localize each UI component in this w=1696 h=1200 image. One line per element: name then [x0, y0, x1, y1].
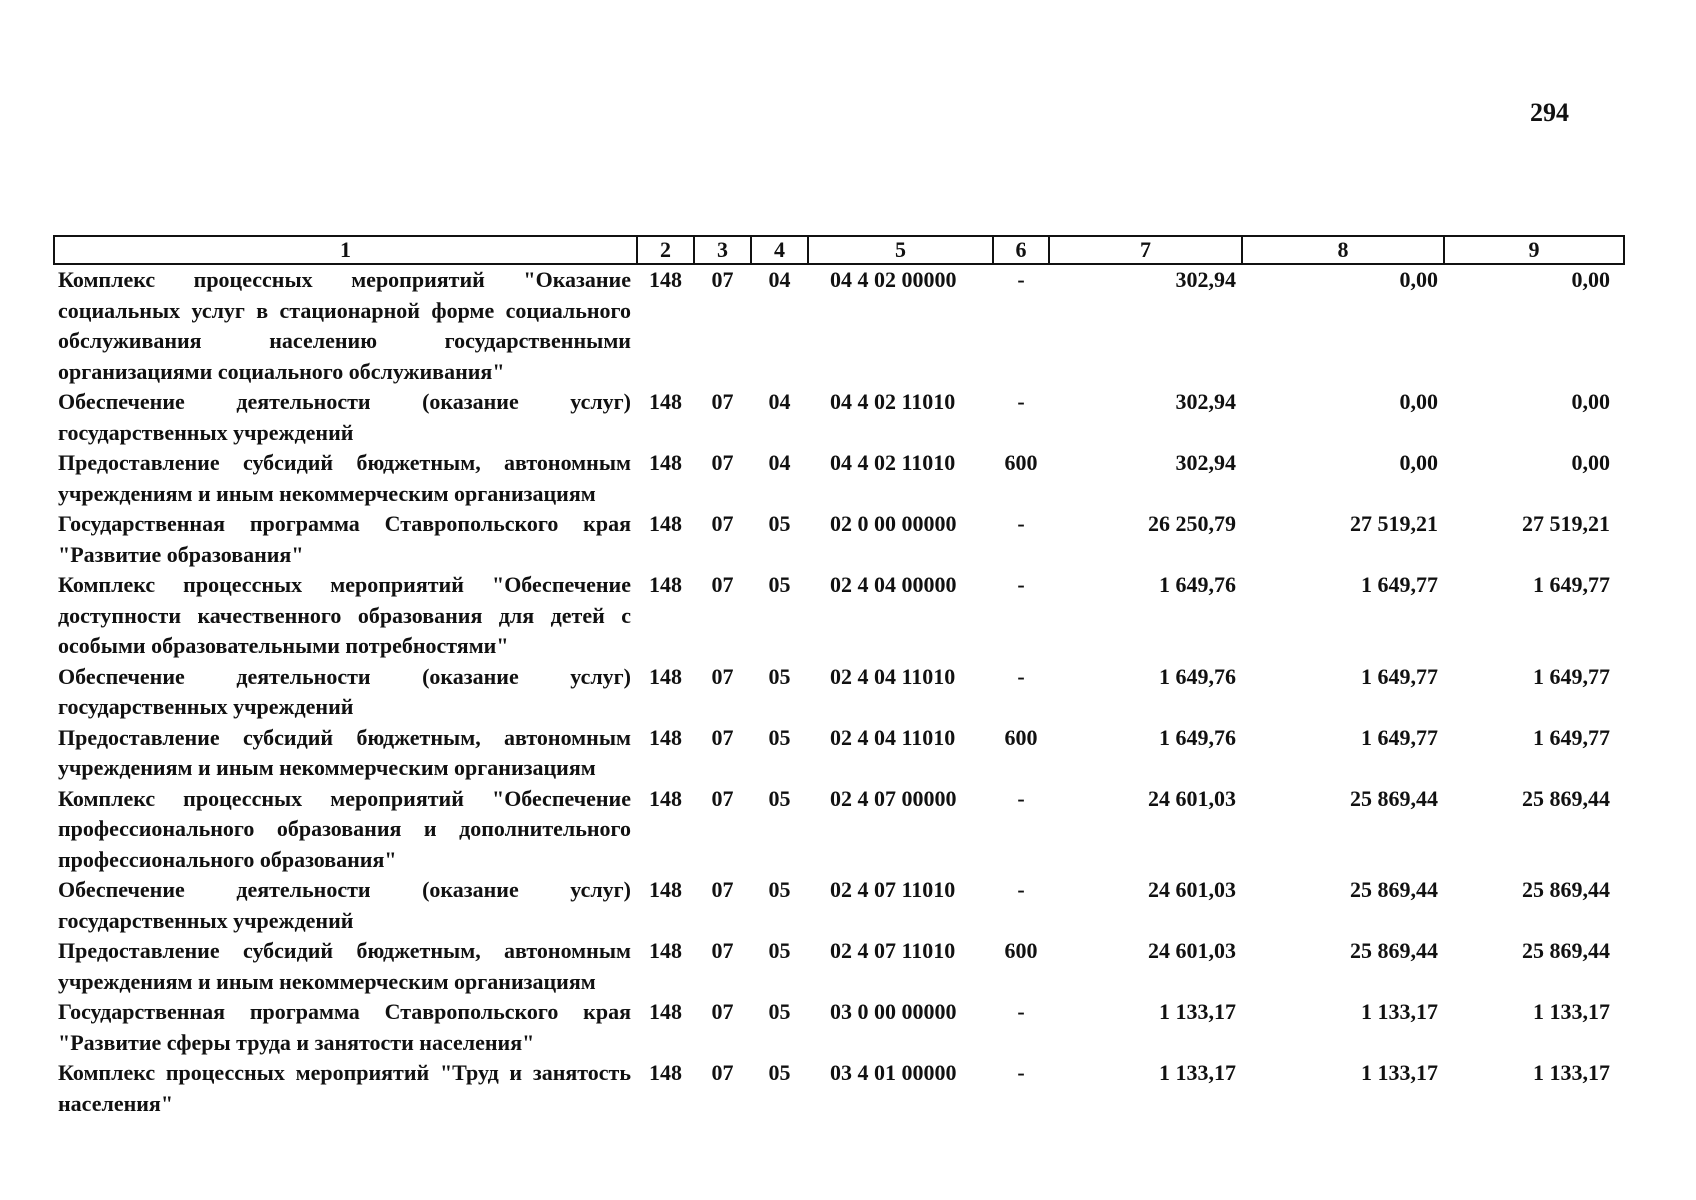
cell-col-3: 07 — [711, 267, 734, 292]
cell-col-2: 148 — [649, 877, 682, 902]
cell-col-9: 0,00 — [1571, 450, 1610, 475]
cell-col-2: 148 — [649, 663, 682, 689]
cell-col-2: 148 — [649, 572, 682, 597]
cell-col-5: 02 4 04 11010 — [830, 724, 956, 750]
cell-col-8: 0,00 — [1399, 267, 1438, 292]
cell-col-7: 24 601,03 — [1148, 785, 1236, 811]
cell-col-9: 25 869,44 — [1522, 877, 1610, 902]
cell-col-8: 25 869,44 — [1350, 877, 1438, 902]
row-name: Обеспечение деятельности (оказание услуг) государственных учреждений — [58, 663, 631, 719]
cell-col-2: 148 — [649, 999, 682, 1024]
header-row — [54, 236, 1624, 264]
cell-col-2: 148 — [649, 389, 682, 414]
page-number: 294 — [1530, 98, 1569, 127]
row-name: Обеспечение деятельности (оказание услуг) государственных учреждений — [58, 389, 631, 445]
cell-col-6: - — [1017, 1060, 1025, 1085]
cell-col-8: 27 519,21 — [1350, 511, 1438, 536]
cell-col-5: 02 4 07 11010 — [830, 938, 956, 963]
cell-col-9: 0,00 — [1571, 267, 1610, 292]
cell-col-5: 02 4 04 11010 — [830, 663, 956, 689]
cell-col-9: 1 133,17 — [1533, 1060, 1610, 1085]
cell-col-6: - — [1017, 511, 1025, 536]
cell-col-4: 05 — [768, 877, 791, 902]
cell-col-5: 02 0 00 00000 — [830, 511, 957, 536]
row-name: Государственная программа Ставропольского края "Развитие сферы труда и занятости населения" — [58, 999, 631, 1055]
cell-col-9: 1 649,77 — [1533, 572, 1610, 597]
cell-col-8: 1 649,77 — [1361, 572, 1438, 597]
table-row — [54, 997, 1624, 1058]
row-name: Комплекс процессных мероприятий "Обеспечение доступности качественного образования для детей с особыми образовательными потребностями" — [58, 572, 631, 658]
table-row — [54, 448, 1624, 509]
column-header: 7 — [1049, 236, 1242, 264]
cell-col-7: 24 601,03 — [1148, 877, 1236, 902]
column-header: 8 — [1242, 236, 1444, 264]
cell-col-2: 148 — [649, 511, 682, 536]
cell-col-6: - — [1017, 663, 1025, 689]
cell-col-8: 25 869,44 — [1350, 785, 1438, 811]
row-name: Предоставление субсидий бюджетным, автономным учреждениям и иным некоммерческим организациям — [58, 450, 631, 506]
row-name: Комплекс процессных мероприятий "Обеспечение профессионального образования и дополнительного профессионального образования" — [58, 785, 631, 872]
table-row — [54, 875, 1624, 936]
cell-col-6: 600 — [1004, 938, 1038, 963]
row-name: Комплекс процессных мероприятий "Оказание социальных услуг в стационарной форме социального обслуживания населению государственными организациями социального обслуживания" — [58, 267, 631, 384]
table-row — [54, 509, 1624, 570]
cell-col-8: 1 649,77 — [1361, 663, 1438, 689]
cell-col-5: 02 4 07 11010 — [830, 877, 956, 902]
table-row — [54, 264, 1624, 387]
cell-col-7: 24 601,03 — [1148, 938, 1236, 963]
cell-col-5: 03 4 01 00000 — [830, 1060, 957, 1085]
cell-col-5: 03 0 00 00000 — [830, 999, 957, 1024]
cell-col-4: 04 — [768, 267, 791, 292]
cell-col-7: 1 649,76 — [1159, 572, 1236, 597]
cell-col-7: 1 649,76 — [1159, 724, 1236, 750]
cell-col-7: 302,94 — [1175, 389, 1236, 414]
table-row — [54, 387, 1624, 448]
cell-col-3: 07 — [711, 663, 734, 689]
table-row — [54, 570, 1624, 662]
cell-col-6: - — [1017, 267, 1025, 292]
cell-col-9: 1 649,77 — [1533, 724, 1610, 750]
column-header: 4 — [751, 236, 808, 264]
cell-col-4: 05 — [768, 785, 791, 811]
row-name: Предоставление субсидий бюджетным, автономным учреждениям и иным некоммерческим организациям — [58, 938, 631, 994]
cell-col-9: 1 649,77 — [1533, 663, 1610, 689]
row-name: Комплекс процессных мероприятий "Труд и занятость населения" — [58, 1060, 631, 1116]
column-header: 1 — [54, 236, 637, 264]
cell-col-5: 02 4 04 00000 — [830, 572, 957, 597]
column-header: 5 — [808, 236, 993, 264]
cell-col-7: 26 250,79 — [1148, 511, 1236, 536]
cell-col-3: 07 — [711, 877, 734, 902]
cell-col-5: 02 4 07 00000 — [830, 785, 957, 811]
cell-col-3: 07 — [711, 1060, 734, 1085]
cell-col-3: 07 — [711, 450, 734, 475]
row-name: Предоставление субсидий бюджетным, автономным учреждениям и иным некоммерческим организациям — [58, 724, 631, 780]
cell-col-4: 05 — [768, 938, 791, 963]
cell-col-4: 04 — [768, 450, 791, 475]
cell-col-3: 07 — [711, 572, 734, 597]
cell-col-5: 04 4 02 11010 — [830, 450, 956, 475]
cell-col-9: 25 869,44 — [1522, 938, 1610, 963]
cell-col-2: 148 — [649, 267, 682, 292]
cell-col-2: 148 — [649, 1060, 682, 1085]
cell-col-9: 1 133,17 — [1533, 999, 1610, 1024]
table-row — [54, 723, 1624, 784]
cell-col-7: 1 133,17 — [1159, 999, 1236, 1024]
cell-col-9: 27 519,21 — [1522, 511, 1610, 536]
cell-col-6: - — [1017, 389, 1025, 414]
cell-col-7: 1 133,17 — [1159, 1060, 1236, 1085]
cell-col-8: 1 649,77 — [1361, 724, 1438, 750]
column-header: 6 — [993, 236, 1049, 264]
cell-col-8: 0,00 — [1399, 450, 1438, 475]
cell-col-8: 1 133,17 — [1361, 1060, 1438, 1085]
cell-col-8: 1 133,17 — [1361, 999, 1438, 1024]
table-row — [54, 662, 1624, 723]
cell-col-3: 07 — [711, 511, 734, 536]
cell-col-3: 07 — [711, 999, 734, 1024]
cell-col-7: 302,94 — [1175, 450, 1236, 475]
cell-col-8: 0,00 — [1399, 389, 1438, 414]
cell-col-4: 05 — [768, 511, 791, 536]
cell-col-6: - — [1017, 877, 1025, 902]
table-row — [54, 936, 1624, 997]
cell-col-7: 1 649,76 — [1159, 663, 1236, 689]
cell-col-6: 600 — [1004, 450, 1038, 475]
cell-col-6: - — [1017, 785, 1025, 811]
budget-table — [53, 235, 1625, 1119]
cell-col-7: 302,94 — [1175, 267, 1236, 292]
cell-col-3: 07 — [711, 938, 734, 963]
cell-col-5: 04 4 02 11010 — [830, 389, 956, 414]
cell-col-4: 05 — [768, 663, 791, 689]
table-row — [54, 784, 1624, 876]
cell-col-4: 05 — [768, 572, 791, 597]
cell-col-5: 04 4 02 00000 — [830, 267, 957, 292]
row-name: Государственная программа Ставропольского края "Развитие образования" — [58, 511, 631, 567]
column-header: 3 — [694, 236, 751, 264]
cell-col-6: - — [1017, 572, 1025, 597]
cell-col-3: 07 — [711, 389, 734, 414]
cell-col-2: 148 — [649, 724, 682, 750]
row-name: Обеспечение деятельности (оказание услуг) государственных учреждений — [58, 877, 631, 933]
cell-col-4: 04 — [768, 389, 791, 414]
cell-col-2: 148 — [649, 450, 682, 475]
cell-col-2: 148 — [649, 785, 682, 811]
cell-col-9: 25 869,44 — [1522, 785, 1610, 811]
cell-col-8: 25 869,44 — [1350, 938, 1438, 963]
cell-col-2: 148 — [649, 938, 682, 963]
cell-col-3: 07 — [711, 724, 734, 750]
column-header: 9 — [1444, 236, 1624, 264]
cell-col-6: - — [1017, 999, 1025, 1024]
column-header: 2 — [637, 236, 694, 264]
cell-col-4: 05 — [768, 999, 791, 1024]
table-body — [54, 264, 1624, 1119]
cell-col-4: 05 — [768, 1060, 791, 1085]
cell-col-4: 05 — [768, 724, 791, 750]
table-row — [54, 1058, 1624, 1119]
cell-col-6: 600 — [1004, 724, 1038, 750]
cell-col-3: 07 — [711, 785, 734, 811]
cell-col-9: 0,00 — [1571, 389, 1610, 414]
